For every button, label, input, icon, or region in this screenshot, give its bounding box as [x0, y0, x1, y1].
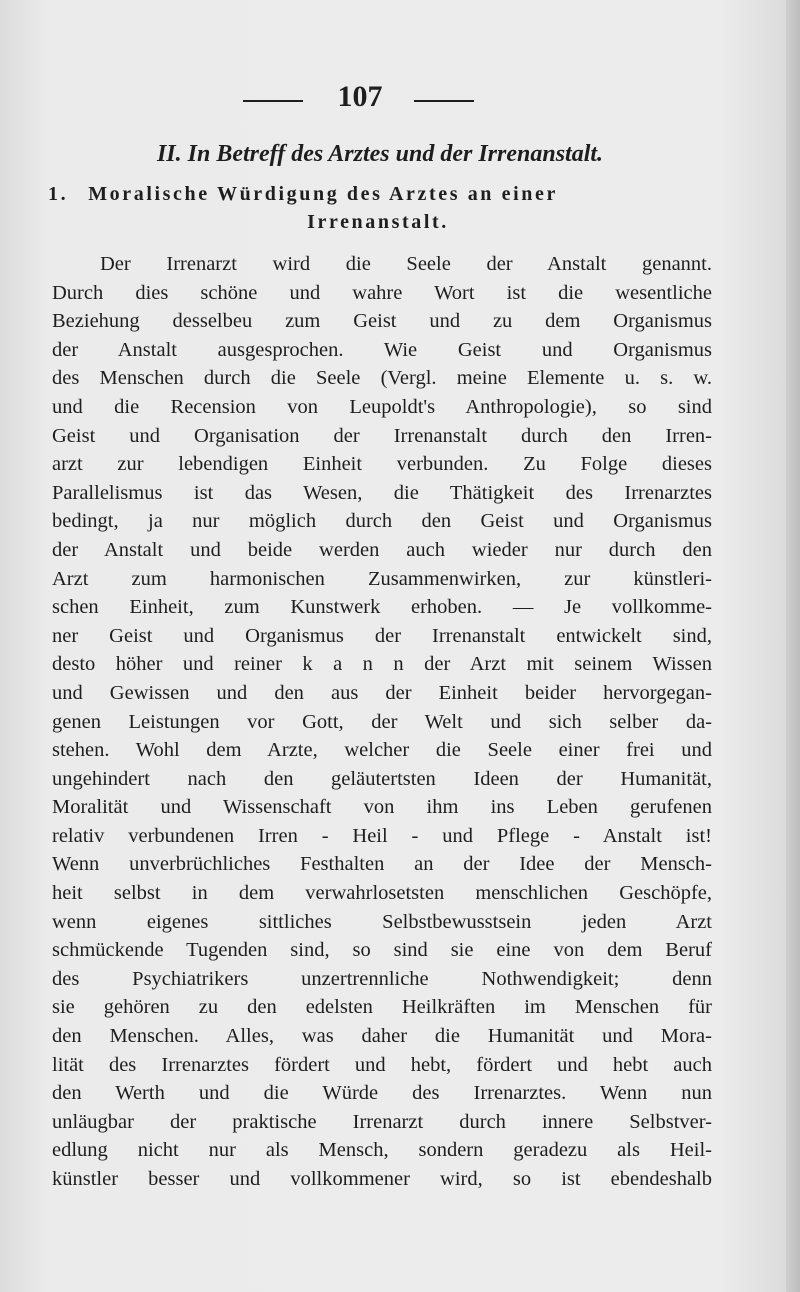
text-line: Geist und Organisation der Irrenanstalt durch den Irren-	[52, 424, 712, 447]
text-line: Beziehung desselbeu zum Geist und zu dem Organismus	[52, 310, 712, 333]
text-line: Der Irrenarzt wird die Seele der Anstalt genannt.	[100, 253, 712, 275]
text-line: genen Leistungen vor Gott, der Welt und sich selber da-	[52, 710, 712, 733]
text-line: bedingt, ja nur möglich durch den Geist und Organismus	[52, 510, 712, 533]
text-line: künstler besser und vollkommener wird, so ist ebendeshalb	[52, 1168, 712, 1190]
subsection-heading	[48, 180, 708, 236]
text-line: den Werth und die Würde des Irrenarztes. Wenn nun	[52, 1082, 712, 1105]
subsection-heading-line-1	[48, 180, 708, 208]
text-line: des Psychiatrikers unzertrennliche Nothwendigkeit; denn	[52, 967, 712, 990]
text-line: schmückende Tugenden sind, so sind sie eine von dem Beruf	[52, 939, 712, 962]
text-line: der Anstalt und beide werden auch wieder nur durch den	[52, 538, 712, 561]
text-line: desto höher und reiner k a n n der Arzt mit seinem Wissen	[52, 653, 712, 676]
text-line: Parallelismus ist das Wesen, die Thätigkeit des Irrenarztes	[52, 481, 712, 504]
text-line: unläugbar der praktische Irrenarzt durch innere Selbstver-	[52, 1110, 712, 1133]
page-header	[0, 82, 800, 112]
subsection-title-part-1: Moralische Würdigung des Arztes an einer	[88, 183, 558, 205]
text-line: Durch dies schöne und wahre Wort ist die wesentliche	[52, 281, 712, 304]
text-line: heit selbst in dem verwahrlosetsten menschlichen Geschöpfe,	[52, 882, 712, 905]
text-line: wenn eigenes sittliches Selbstbewusstsein jeden Arzt	[52, 910, 712, 933]
text-line: und die Recension von Leupoldt's Anthropologie), so sind	[52, 395, 712, 418]
text-line: ungehindert nach den geläutertsten Ideen der Humanität,	[52, 767, 712, 790]
text-line: sie gehören zu den edelsten Heilkräften im Menschen für	[52, 996, 712, 1019]
header-rule-right	[414, 100, 474, 102]
text-line: Wenn unverbrüchliches Festhalten an der Idee der Mensch-	[52, 853, 712, 876]
page-number: 107	[337, 80, 383, 113]
body-text	[52, 250, 712, 1194]
section-heading: II. In Betreff des Arztes und der Irrenanstalt.	[156, 141, 604, 167]
text-line: des Menschen durch die Seele (Vergl. meine Elemente u. s. w.	[52, 367, 712, 390]
text-line: relativ verbundenen Irren - Heil - und Pflege - Anstalt ist!	[52, 824, 712, 847]
text-line: und Gewissen und den aus der Einheit beider hervorgegan-	[52, 681, 712, 704]
text-line: stehen. Wohl dem Arzte, welcher die Seele einer frei und	[52, 739, 712, 762]
subsection-title-part-2: Irrenanstalt.	[307, 211, 449, 233]
text-line: den Menschen. Alles, was daher die Humanität und Mora-	[52, 1025, 712, 1048]
text-line: Moralität und Wissenschaft von ihm ins Leben gerufenen	[52, 796, 712, 819]
text-line: lität des Irrenarztes fördert und hebt, fördert und hebt auch	[52, 1053, 712, 1076]
text-line: arzt zur lebendigen Einheit verbunden. Zu Folge dieses	[52, 453, 712, 476]
subsection-number: 1.	[48, 183, 69, 205]
text-line: Arzt zum harmonischen Zusammenwirken, zur künstleri-	[52, 567, 712, 590]
header-rule-left	[243, 100, 303, 102]
text-line: schen Einheit, zum Kunstwerk erhoben. — Je vollkomme-	[52, 596, 712, 619]
page-edge-shadow	[786, 0, 800, 1292]
text-line: der Anstalt ausgesprochen. Wie Geist und Organismus	[52, 338, 712, 361]
text-line: edlung nicht nur als Mensch, sondern geradezu als Heil-	[52, 1139, 712, 1162]
text-line: ner Geist und Organismus der Irrenanstalt entwickelt sind,	[52, 624, 712, 647]
